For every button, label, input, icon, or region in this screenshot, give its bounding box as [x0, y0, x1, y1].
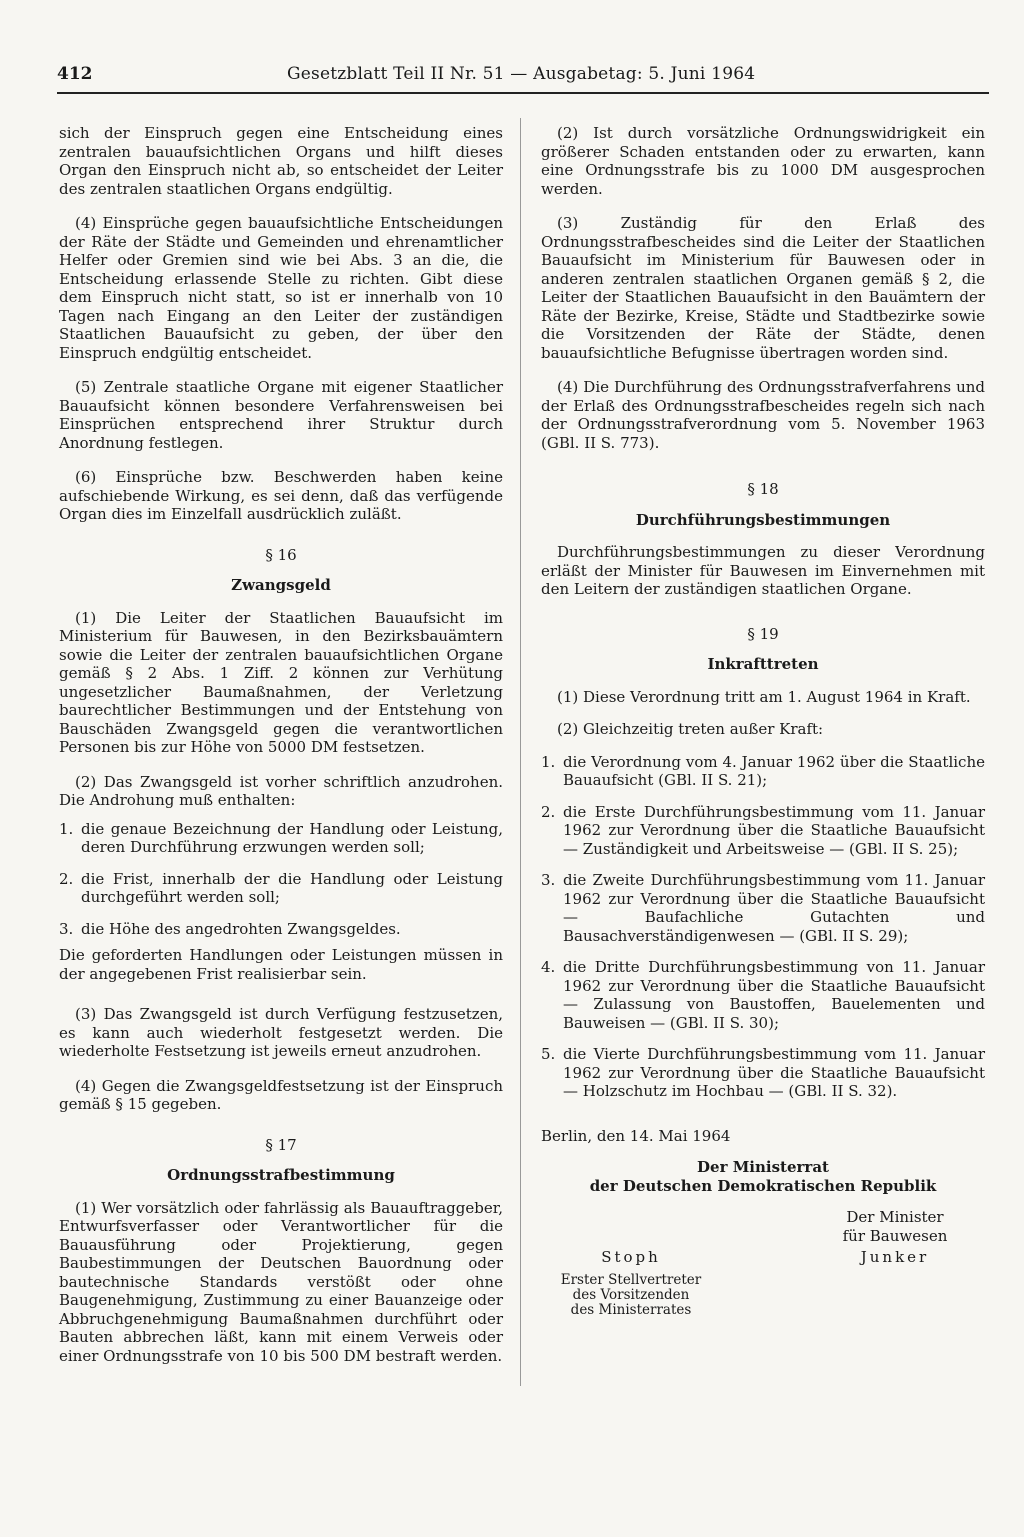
list-item-text: die Erste Durchführungsbestimmung vom 11. Januar 1962 zur Verordnung über die Staatliche Bauaufsicht — Zuständigkeit und Arbeitsweise — (GBl. II S. 25);: [563, 802, 985, 858]
paragraph: (5) Zentrale staatliche Organe mit eigener Staatlicher Bauaufsicht können besondere Verfahrensweisen bei Einsprüchen entsprechend ihrer Struktur durch Anordnung festlegen.: [59, 378, 503, 452]
list-item: [541, 871, 985, 945]
list-item-number: 2.: [541, 802, 556, 821]
left-column: [59, 124, 503, 1381]
list-item-text: die genaue Bezeichnung der Handlung oder Leistung, deren Durchführung erzwungen werden soll;: [81, 819, 503, 856]
paragraph: sich der Einspruch gegen eine Entscheidung eines zentralen bauaufsichtlichen Organs und hilft dieses Organ den Einspruch nicht ab, so entscheidet der Leiter des zentralen staatlichen Organs endgültig.: [59, 124, 503, 198]
list-item: [59, 870, 503, 907]
list-item-number: 2.: [59, 869, 74, 888]
section-number: § 16: [265, 545, 297, 564]
signatory-title: für Bauwesen: [842, 1226, 948, 1245]
signature-block: [541, 1127, 985, 1318]
signatory-role: des Ministerrates: [570, 1301, 692, 1318]
list-item-number: 1.: [541, 752, 556, 771]
paragraph: Durchführungsbestimmungen zu dieser Verordnung erläßt der Minister für Bauwesen im Einvernehmen mit den Leitern der zuständigen staatlichen Organe.: [541, 543, 985, 598]
paragraph: (3) Zuständig für den Erlaß des Ordnungsstrafbescheides sind die Leiter der Staatlichen Bauaufsicht im Ministerium für Bauwesen oder in anderen zentralen staatlichen Organen gemäß § 2, die Leiter der Staatlichen Bauaufsicht in den Bauämtern der Räte der Bezirke, Kreise, Städte und Stadtbezirke sowie die Vorsitzenden der Räte der Städte, denen bauaufsichtliche Befugnisse übertragen worden sind.: [541, 214, 985, 362]
list-item-number: 3.: [59, 919, 74, 938]
list-item: [541, 803, 985, 859]
section-number: § 18: [747, 480, 779, 498]
section-title: Durchführungsbestimmungen: [635, 510, 891, 529]
section-title: Zwangsgeld: [231, 576, 331, 594]
list-item-number: 3.: [541, 871, 556, 889]
list-item-number: 4.: [541, 958, 556, 976]
signatory-role: des Vorsitzenden: [572, 1286, 690, 1303]
signatory-name: Stoph: [601, 1247, 661, 1266]
signatory-title: Der Minister: [846, 1207, 944, 1226]
list-item-text: die Verordnung vom 4. Januar 1962 über die Staatliche Bauaufsicht (GBl. II S. 21);: [563, 752, 985, 789]
list-item: [541, 1045, 985, 1101]
section-title: Inkrafttreten: [707, 655, 819, 673]
signatory-name: Junker: [860, 1247, 930, 1266]
paragraph: (4) Gegen die Zwangsgeldfestsetzung ist der Einspruch gemäß § 15 gegeben.: [59, 1076, 503, 1113]
right-column: [541, 124, 985, 1318]
paragraph: (2) Gleichzeitig treten außer Kraft:: [557, 720, 824, 738]
section-number: § 17: [265, 1135, 297, 1154]
section-title: Ordnungsstrafbestimmung: [167, 1166, 395, 1184]
column-divider: [520, 118, 521, 1386]
list-item-text: die Zweite Durchführungsbestimmung vom 11. Januar 1962 zur Verordnung über die Staatliche Bauaufsicht — Baufachliche Gutachten und Bausachverständigenwesen — (GBl. II S. 29);: [563, 871, 985, 945]
list-item-text: die Höhe des angedrohten Zwangsgeldes.: [81, 919, 401, 938]
paragraph: (6) Einsprüche bzw. Beschwerden haben keine aufschiebende Wirkung, es sei denn, daß das verfügende Organ dies im Einzelfall ausdrücklich zuläßt.: [59, 468, 503, 523]
list-item: [59, 820, 503, 857]
list-item-text: die Vierte Durchführungsbestimmung vom 11. Januar 1962 zur Verordnung über die Staatliche Bauaufsicht — Holzschutz im Hochbau — (GBl. II S. 32).: [563, 1045, 985, 1100]
council-name: der Deutschen Demokratischen Republik: [589, 1176, 937, 1195]
list-item-text: die Dritte Durchführungsbestimmung von 11. Januar 1962 zur Verordnung über die Staatliche Bauaufsicht — Zulassung von Baustoffen, Bauelementen und Bauweisen — (GBl. II S. 30);: [563, 958, 985, 1032]
paragraph: (1) Wer vorsätzlich oder fahrlässig als Bauauftraggeber, Entwurfsverfasser oder Verantwortlicher für die Bauausführung oder Projektierung, gegen Baubestimmungen der Deutschen Bauordnung oder bautechnische Standards verstößt oder ohne Baugenehmigung, Zustimmung zu einer Bauanzeige oder Abbruchgenehmigung Baumaßnahmen durchführt oder Bauten abbrechen läßt, kann mit einem Verweis oder einer Ordnungsstrafe von 10 bis 500 DM bestraft werden.: [59, 1198, 503, 1365]
paragraph: (4) Einsprüche gegen bauaufsichtliche Entscheidungen der Räte der Städte und Gemeinden und ehrenamtlicher Helfer oder Gremien sind wie bei Abs. 3 an die, die Entscheidung erlassende Stelle zu richten. Gibt diese dem Einspruch nicht statt, so ist er innerhalb von 10 Tagen nach Eingang an den Leiter der zuständigen Staatlichen Bauaufsicht zu geben, der über den Einspruch endgültig entscheidet.: [59, 214, 503, 362]
paragraph: (2) Das Zwangsgeld ist vorher schriftlich anzudrohen. Die Androhung muß enthalten:: [59, 772, 503, 809]
list-item-number: 5.: [541, 1045, 556, 1063]
signatory-left: [541, 1208, 721, 1318]
list-item: [541, 958, 985, 1032]
list-item: [541, 753, 985, 790]
paragraph: (1) Diese Verordnung tritt am 1. August 1964 in Kraft.: [557, 687, 971, 706]
council-name: Der Ministerrat: [697, 1157, 829, 1176]
page-number: 412: [57, 64, 93, 84]
signatory-right: [815, 1208, 975, 1318]
paragraph: Die geforderten Handlungen oder Leistungen müssen in der angegebenen Frist realisierbar sein.: [59, 946, 503, 983]
paragraph: (3) Das Zwangsgeld ist durch Verfügung festzusetzen, es kann auch wiederholt festgesetzt werden. Die wiederholte Festsetzung ist jeweils erneut anzudrohen.: [59, 1005, 503, 1060]
paragraph: (4) Die Durchführung des Ordnungsstrafverfahrens und der Erlaß des Ordnungsstrafbescheides regeln sich nach der Ordnungsstrafverordnung vom 5. November 1963 (GBl. II S. 773).: [541, 378, 985, 452]
paragraph: (1) Die Leiter der Staatlichen Bauaufsicht im Ministerium für Bauwesen, in den Bezirksbauämtern sowie die Leiter der zentralen bauaufsichtlichen Organe gemäß § 2 Abs. 1 Ziff. 2 können zur Verhütung ungesetzlicher Baumaßnahmen, der Verletzung baurechtlicher Bestimmungen und der Entstehung von Bauschäden Zwangsgeld gegen die verantwortlichen Personen bis zur Höhe von 5000 DM festsetzen.: [59, 608, 503, 756]
place-date: Berlin, den 14. Mai 1964: [541, 1126, 731, 1145]
page-header: [57, 60, 989, 94]
list-item-text: die Frist, innerhalb der die Handlung oder Leistung durchgeführt werden soll;: [81, 869, 503, 906]
section-number: § 19: [747, 624, 779, 643]
signatory-role: Erster Stellvertreter: [560, 1271, 702, 1288]
paragraph: (2) Ist durch vorsätzliche Ordnungswidrigkeit ein größerer Schaden entstanden oder zu erwarten, kann eine Ordnungsstrafe bis zu 1000 DM ausgesprochen werden.: [541, 124, 985, 198]
list-item-number: 1.: [59, 819, 74, 838]
list-item: [59, 920, 503, 939]
gazette-title: Gesetzblatt Teil II Nr. 51 — Ausgabetag: 5. Juni 1964: [287, 64, 756, 84]
